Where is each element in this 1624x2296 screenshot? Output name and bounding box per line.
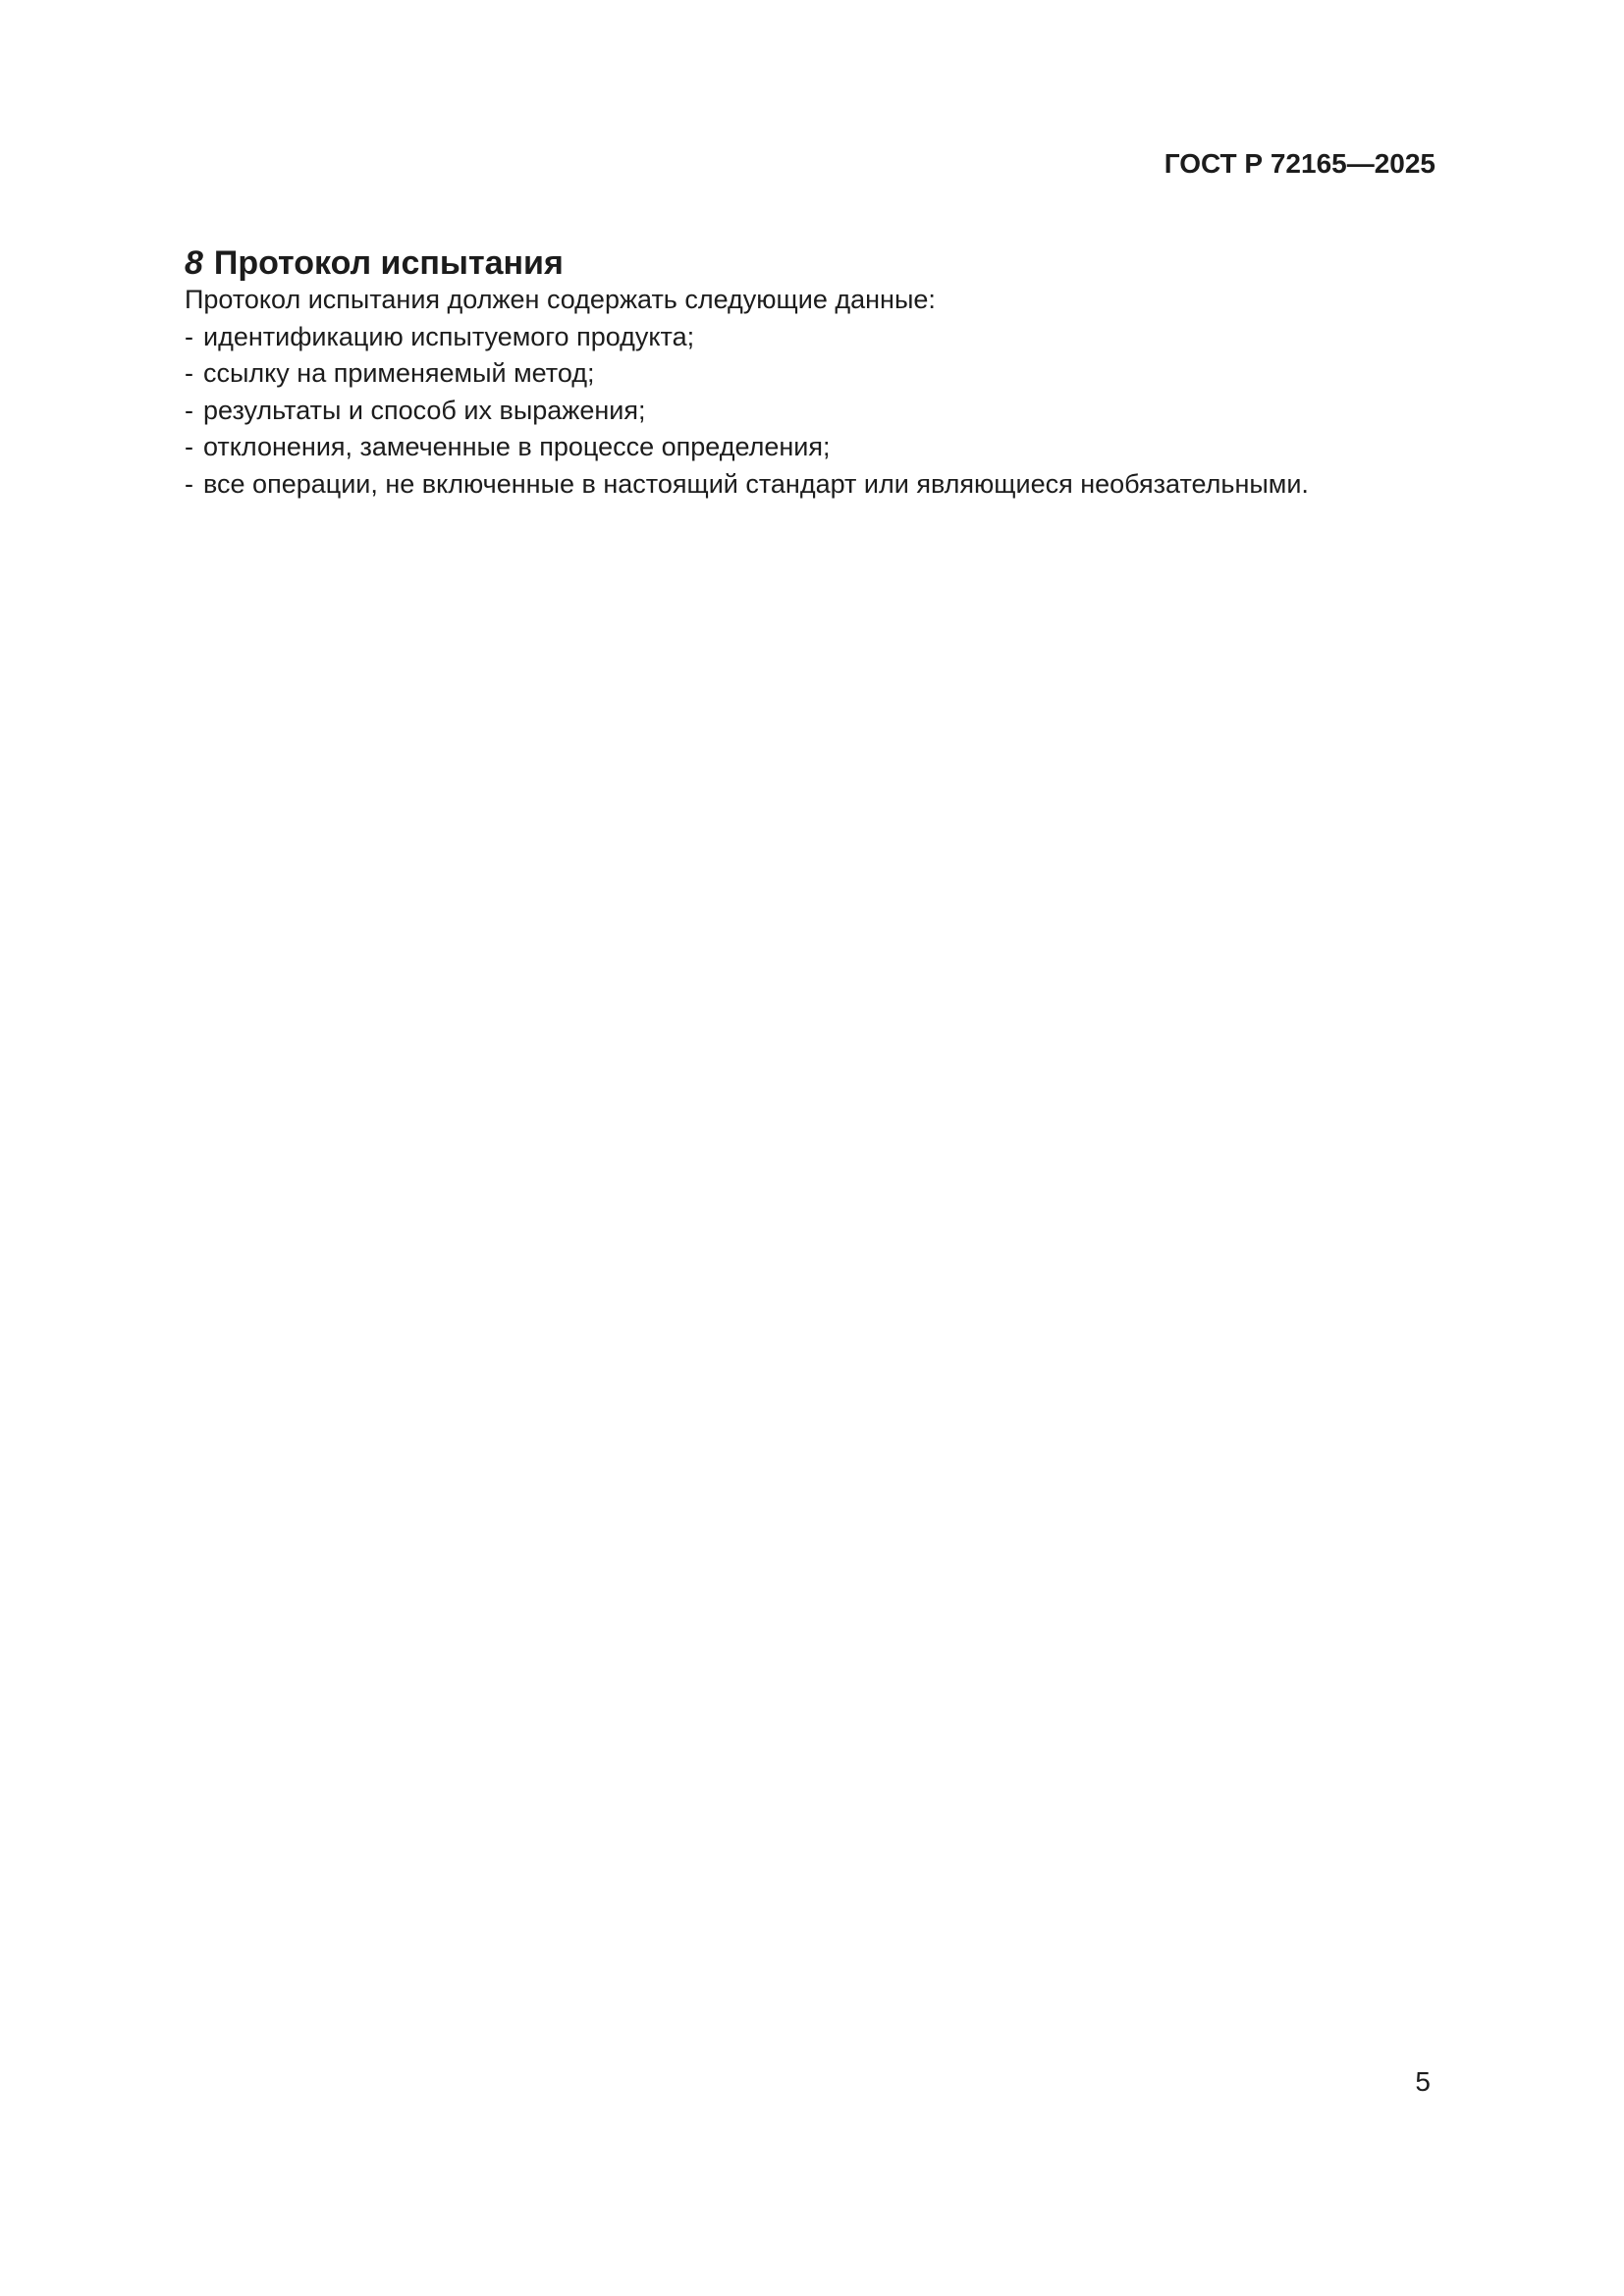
body-text-block: [185, 282, 1441, 504]
list-item-text: результаты и способ их выражения;: [203, 395, 646, 425]
list-item-marker: -: [185, 432, 193, 462]
list-item: [185, 429, 1441, 466]
list-item-text: ссылку на применяемый метод;: [203, 358, 595, 389]
list-item: [185, 319, 1441, 356]
list-item-text: идентификацию испытуемого продукта;: [203, 321, 695, 351]
page-number: 5: [1415, 2066, 1431, 2097]
section-heading: [185, 242, 564, 284]
intro-paragraph: Протокол испытания должен содержать следующие данные:: [185, 285, 936, 314]
list-item-marker: -: [185, 468, 193, 499]
list-item-text: все операции, не включенные в настоящий стандарт или являющиеся необязательными.: [203, 468, 1309, 499]
document-header-designation: ГОСТ Р 72165—2025: [1164, 148, 1435, 179]
requirements-list: [185, 319, 1441, 504]
list-item: [185, 393, 1441, 430]
section-title: Протокол испытания: [213, 243, 564, 282]
list-item-marker: -: [185, 321, 193, 351]
list-item-marker: -: [185, 358, 193, 389]
list-item: [185, 355, 1441, 393]
list-item-marker: -: [185, 395, 193, 425]
list-item-text: отклонения, замеченные в процессе определения;: [203, 432, 831, 462]
section-number: 8: [185, 243, 203, 282]
list-item: [185, 466, 1441, 504]
